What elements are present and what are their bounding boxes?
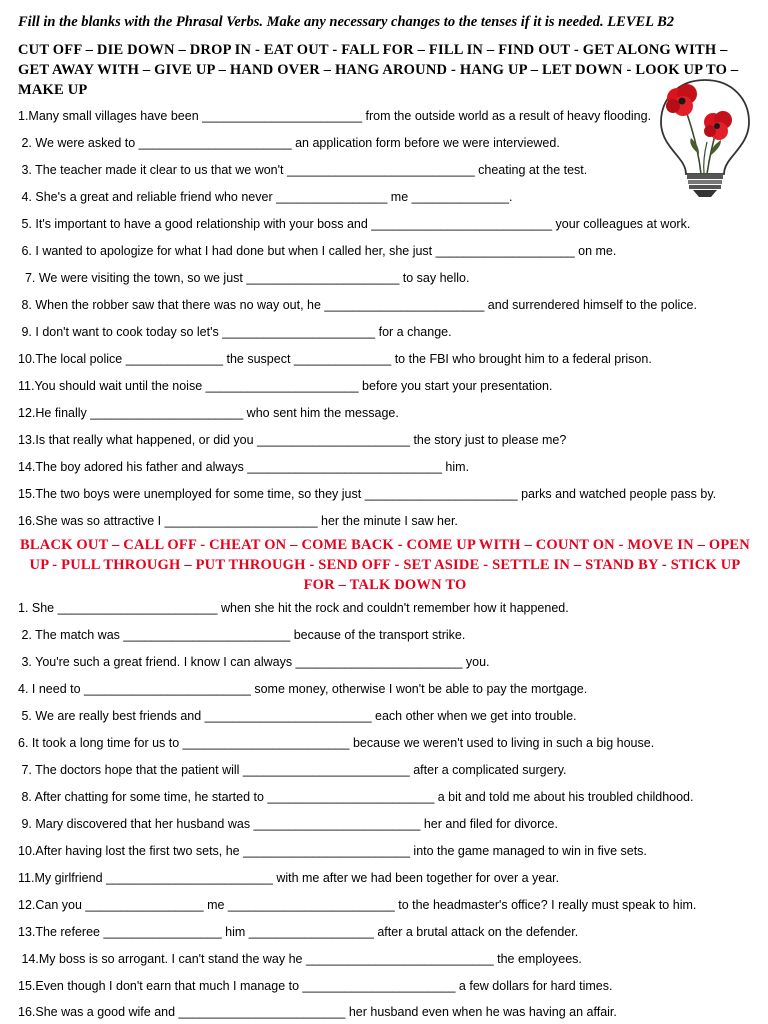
list-item: 5. It's important to have a good relationship with your boss and __________________________ your colleagues at work. xyxy=(18,217,691,231)
list-item: 1. She _______________________ when she hit the rock and couldn't remember how it happened. xyxy=(18,601,569,615)
lightbulb-with-poppies-icon xyxy=(655,76,755,200)
list-item: 15.The two boys were unemployed for some time, so they just ______________________ parks and watched people pass by. xyxy=(18,487,717,501)
list-item: 14.The boy adored his father and always ____________________________ him. xyxy=(18,460,470,474)
list-item: 13.Is that really what happened, or did you ______________________ the story just to please me? xyxy=(18,433,567,447)
list-item: 2. The match was ________________________ because of the transport strike. xyxy=(18,628,466,642)
list-item: 15.Even though I don't earn that much I manage to ______________________ a few dollars for hard times. xyxy=(18,979,613,993)
list-item: 2. We were asked to ______________________ an application form before we were interviewed. xyxy=(18,136,560,150)
list-item: 1.Many small villages have been _______________________ from the outside world as a result of heavy flooding. xyxy=(18,109,652,123)
list-item: 4. She's a great and reliable friend who never ________________ me ______________. xyxy=(18,190,513,204)
list-item: 16.She was so attractive I ______________________ her the minute I saw her. xyxy=(18,514,458,528)
list-item: 9. Mary discovered that her husband was ________________________ her and filed for divorce. xyxy=(18,817,558,831)
list-item: 9. I don't want to cook today so let's ______________________ for a change. xyxy=(18,325,452,339)
list-item: 7. We were visiting the town, so we just ______________________ to say hello. xyxy=(18,271,470,285)
list-item: 14.My boss is so arrogant. I can't stand the way he ___________________________ the employees. xyxy=(18,952,582,966)
list-item: 13.The referee _________________ him __________________ after a brutal attack on the defender. xyxy=(18,925,579,939)
list-item: 4. I need to ________________________ some money, otherwise I won't be able to pay the mortgage. xyxy=(18,682,588,696)
list-item: 10.After having lost the first two sets, he ________________________ into the game managed to win in five sets. xyxy=(18,844,647,858)
list-item: 3. You're such a great friend. I know I can always ________________________ you. xyxy=(18,655,490,669)
list-item: 10.The local police ______________ the suspect ______________ to the FBI who brought him to a federal prison. xyxy=(18,352,652,366)
word-bank-1: CUT OFF – DIE DOWN – DROP IN - EAT OUT - FALL FOR – FILL IN – FIND OUT - GET ALONG WITH – GET AWAY WITH – GIVE UP – HAND OVER – HANG AROUND - HANG UP – LET DOWN - LOOK UP TO – MAKE UP xyxy=(18,42,739,98)
list-item: 6. It took a long time for us to ________________________ because we weren't used to living in such a big house. xyxy=(18,736,655,750)
list-item: 7. The doctors hope that the patient will ________________________ after a complicated surgery. xyxy=(18,763,567,777)
list-item: 8. When the robber saw that there was no way out, he _______________________ and surrendered himself to the police. xyxy=(18,298,697,312)
list-item: 5. We are really best friends and ________________________ each other when we get into trouble. xyxy=(18,709,577,723)
word-bank-2: BLACK OUT – CALL OFF - CHEAT ON – COME BACK - COME UP WITH – COUNT ON - MOVE IN – OPEN UP - PULL THROUGH – PUT THROUGH - SEND OFF - SET ASIDE - SETTLE IN – STAND BY - STICK UP FOR – TALK DOWN TO xyxy=(20,537,750,593)
list-item: 11.You should wait until the noise ______________________ before you start your presentation. xyxy=(18,379,553,393)
list-item: 3. The teacher made it clear to us that we won't ___________________________ cheating at the test. xyxy=(18,163,588,177)
worksheet-title: Fill in the blanks with the Phrasal Verbs. Make any necessary changes to the tenses if it is needed. LEVEL B2 xyxy=(18,14,675,30)
list-item: 16.She was a good wife and ________________________ her husband even when he was having an affair. xyxy=(18,1005,617,1019)
list-item: 12.Can you _________________ me ________________________ to the headmaster's office? I really must speak to him. xyxy=(18,898,697,912)
list-item: 8. After chatting for some time, he started to ________________________ a bit and told me about his troubled childhood. xyxy=(18,790,694,804)
list-item: 6. I wanted to apologize for what I had done but when I called her, she just ____________________ on me. xyxy=(18,244,617,258)
list-item: 12.He finally ______________________ who sent him the message. xyxy=(18,406,399,420)
list-item: 11.My girlfriend ________________________ with me after we had been together for over a year. xyxy=(18,871,560,885)
